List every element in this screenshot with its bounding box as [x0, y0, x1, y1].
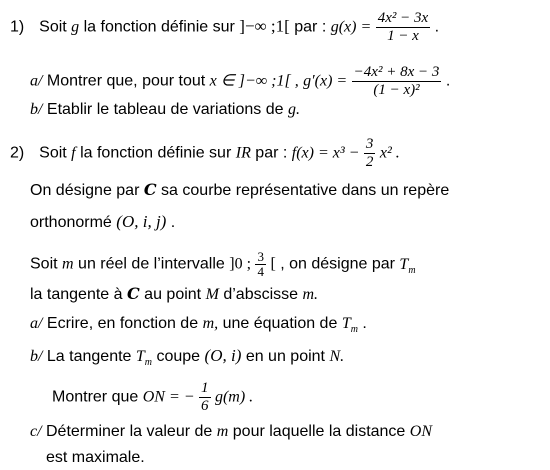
- q2-number: 2): [10, 144, 25, 162]
- q1-par: par :: [294, 18, 327, 36]
- q2-m-pre: Soit: [30, 255, 58, 273]
- q2-interval-fraction: [255, 250, 266, 279]
- q2a-text2: une équation de: [222, 315, 338, 332]
- q2b-on-fraction: [199, 380, 211, 415]
- q1a-text: Montrer que, pour tout: [46, 72, 206, 90]
- q2-f-denominator: 2: [365, 154, 374, 170]
- q1a-end: .: [445, 72, 451, 90]
- q2-tangent-post: d’abscisse: [223, 286, 299, 303]
- q2b-text-pre: La tangente: [46, 348, 132, 365]
- q1a-numerator: −4x² + 8x − 3: [353, 64, 440, 80]
- q2b-label: b/: [30, 348, 43, 365]
- q2a-m: m,: [202, 315, 219, 332]
- q2-m-post: , on désigne par: [280, 255, 395, 273]
- q2a-text: Ecrire, en fonction de: [46, 315, 199, 332]
- q1a-cond: x ∈ ]−∞ ;1[ ,: [209, 72, 299, 90]
- q2-curve-pre: On désigne par: [30, 182, 140, 199]
- q2-f-fraction: [364, 136, 376, 171]
- q1-g-end: .: [434, 18, 440, 36]
- q2-tangent-m: m.: [302, 286, 319, 303]
- q1-g-numerator: 4x² − 3x: [377, 10, 429, 26]
- q2b-text-mid: coupe: [156, 348, 201, 365]
- q2b-repere: (O, i): [204, 346, 242, 365]
- q2-tangent-mid: au point: [144, 286, 202, 303]
- q2-f-numerator: 3: [365, 136, 374, 152]
- q1b-g: g.: [287, 101, 300, 118]
- q1-domain: ]−∞ ;1[: [239, 16, 290, 36]
- q2c-label: c/: [30, 423, 42, 440]
- q1-g-denominator: 1 − x: [387, 28, 419, 44]
- q1-intro-mid: la fonction définie sur: [83, 18, 235, 36]
- q2-set: IR: [235, 144, 251, 162]
- q1a-fraction: [352, 64, 442, 99]
- q2-m: m: [62, 255, 74, 273]
- q1b-label: b/: [30, 101, 43, 118]
- q1a-denominator: (1 − x)²: [373, 82, 420, 98]
- q2b-line: [30, 346, 344, 373]
- q2-f-left: f(x) = x³ −: [291, 144, 360, 162]
- q1a-label: a/: [30, 72, 43, 90]
- q2-repere-end: .: [170, 214, 176, 231]
- q2c-m: m: [216, 423, 229, 440]
- q1-g-of-x: g(x) =: [330, 18, 372, 36]
- q1-g: g: [71, 18, 80, 36]
- q2-tangent-pre: la tangente à: [30, 286, 123, 303]
- q2a-Tm: $T_m$: [341, 315, 358, 336]
- q2-orthonorme: orthonormé: [30, 214, 112, 231]
- q2b-on-right: g(m) .: [214, 388, 254, 406]
- q2-interval-left: ]0 ;: [229, 255, 252, 273]
- q1-g-fraction: [376, 10, 430, 45]
- q2a-end: .: [362, 315, 367, 332]
- q2b-show-text: Montrer que: [52, 388, 139, 406]
- q2-tangent-line: [30, 284, 318, 305]
- q2-repere: (O, i, j): [116, 212, 167, 231]
- q2-interval-right: [: [270, 255, 276, 273]
- q1-intro-pre: Soit: [39, 18, 67, 36]
- q2b-on-numerator: 1: [201, 380, 209, 396]
- q1b-text: Etablir le tableau de variations de: [46, 101, 284, 118]
- q1a-gprime: g′(x) =: [303, 72, 348, 90]
- q2b-on-denominator: 6: [201, 398, 209, 414]
- q2-f-right: x² .: [379, 144, 400, 162]
- q1-line: [10, 10, 439, 45]
- q1a-line: [30, 64, 450, 99]
- q1b-line: [30, 100, 300, 120]
- q2-m-line: [30, 250, 416, 281]
- q2c-text-mid: pour laquelle la distance: [232, 423, 406, 440]
- q2c-line: [30, 422, 432, 442]
- q2-M: M: [205, 286, 219, 303]
- q2-m-mid: un réel de l’intervalle: [78, 255, 225, 273]
- q2-Tm: $T_m$: [399, 255, 416, 276]
- curve-symbol: C: [143, 180, 157, 199]
- q2c-line2: [46, 448, 145, 468]
- q2a-label: a/: [30, 315, 43, 332]
- q2-interval-numerator: 3: [257, 249, 264, 264]
- q2-intro-pre: Soit: [39, 144, 67, 162]
- q2-curve-line2: [30, 212, 175, 233]
- q1-number: 1): [10, 18, 25, 36]
- q2b-show-line: [52, 380, 253, 415]
- q2a-line: [30, 314, 367, 340]
- q2c-ON: ON: [409, 423, 433, 440]
- q2b-Tm: $T_m$: [135, 348, 153, 369]
- q2-f: f: [71, 144, 76, 162]
- q2-line: [10, 136, 400, 171]
- q2b-on-left: ON = −: [142, 388, 195, 406]
- q2c-text-pre: Déterminer la valeur de: [46, 423, 213, 440]
- q2-par: par :: [255, 144, 288, 162]
- curve-symbol-2: C: [126, 284, 140, 303]
- q2c-line2-text: est maximale.: [46, 449, 145, 466]
- q2-curve-line1: [30, 180, 449, 201]
- q2b-N: N.: [329, 348, 345, 365]
- q2-interval-denominator: 4: [257, 264, 264, 279]
- q2-intro-mid: la fonction définie sur: [80, 144, 232, 162]
- q2-curve-post: sa courbe représentative dans un repère: [161, 182, 450, 199]
- q2b-text-post: en un point: [245, 348, 325, 365]
